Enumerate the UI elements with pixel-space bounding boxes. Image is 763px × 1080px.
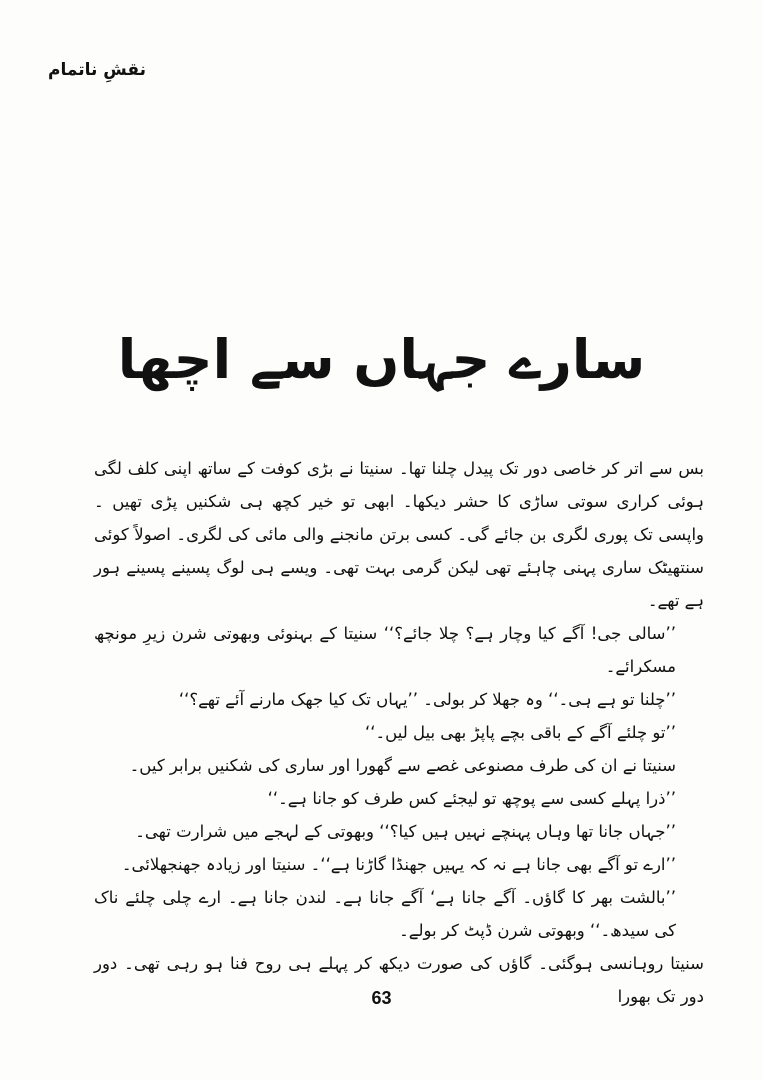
running-head-title: نقشِ ناتمام <box>48 60 146 80</box>
body-paragraph: ’’چلنا تو ہے ہی۔‘‘ وہ جھلا کر بولی۔ ’’یہاں تک کیا جھک مارنے آئے تھے؟‘‘ <box>178 690 676 709</box>
body-paragraph: ’’تو چلئے آگے کے باقی بچے پاپڑ بھی بیل لیں۔‘‘ <box>365 723 676 742</box>
body-paragraph: بس سے اتر کر خاصی دور تک پیدل چلنا تھا۔ سنیتا نے بڑی کوفت کے ساتھ اپنی کلف لگی ہوئی کراری سوتی ساڑی کا حشر دیکھا۔ ابھی تو خیر کچھ ہی شکنیں پڑی تھیں ۔ واپسی تک پوری لگری بن جائے گی۔ کسی برتن مانجنے والی مائی کی لگری۔ اصولاً کوئی سنتھیٹک ساری پہنی چاہئے تھی لیکن گرمی بہت تھی۔ ویسے ہی لوگ پسینے پسینے ہور ہے تھے۔ <box>94 459 704 610</box>
chapter-title: سارے جہاں سے اچھا <box>117 328 646 391</box>
page-number: 63 <box>371 988 392 1008</box>
body-paragraph: ’’ذرا پہلے کسی سے پوچھ تو لیجئے کس طرف کو جانا ہے۔‘‘ <box>267 789 676 808</box>
body-paragraph: ’’ارے تو آگے بھی جانا ہے نہ کہ یہیں جھنڈا گاڑنا ہے‘‘۔ سنیتا اور زیادہ جھنجھلائی۔ <box>121 855 676 874</box>
body-paragraph: ’’بالشت بھر کا گاؤں۔ آگے جانا ہے‘ آگے جانا ہے۔ لندن جانا ہے۔ ارے چلی چلئے ناک کی سیدھ۔‘‘ وبھوتی شرن ڈپٹ کر بولے۔ <box>94 888 676 940</box>
body-paragraph: سنیتا نے ان کی طرف مصنوعی غصے سے گھورا اور ساری کی شکنیں برابر کیں۔ <box>129 756 676 775</box>
body-paragraph: ’’جہاں جانا تھا وہاں پہنچے نہیں ہیں کیا؟‘‘ وبھوتی کے لہجے میں شرارت تھی۔ <box>135 822 676 841</box>
body-paragraph: سنیتا روہانسی ہوگئی۔ گاؤں کی صورت دیکھ کر پہلے ہی روح فنا ہو رہی تھی۔ دور دور تک بھورا <box>94 954 704 1006</box>
chapter-body <box>94 452 704 1013</box>
body-paragraph: ’’سالی جی! آگے کیا وچار ہے؟ چلا جائے؟‘‘ سنیتا کے بہنوئی وبھوتی شرن زیرِ مونچھ مسکرائے۔ <box>94 624 676 676</box>
